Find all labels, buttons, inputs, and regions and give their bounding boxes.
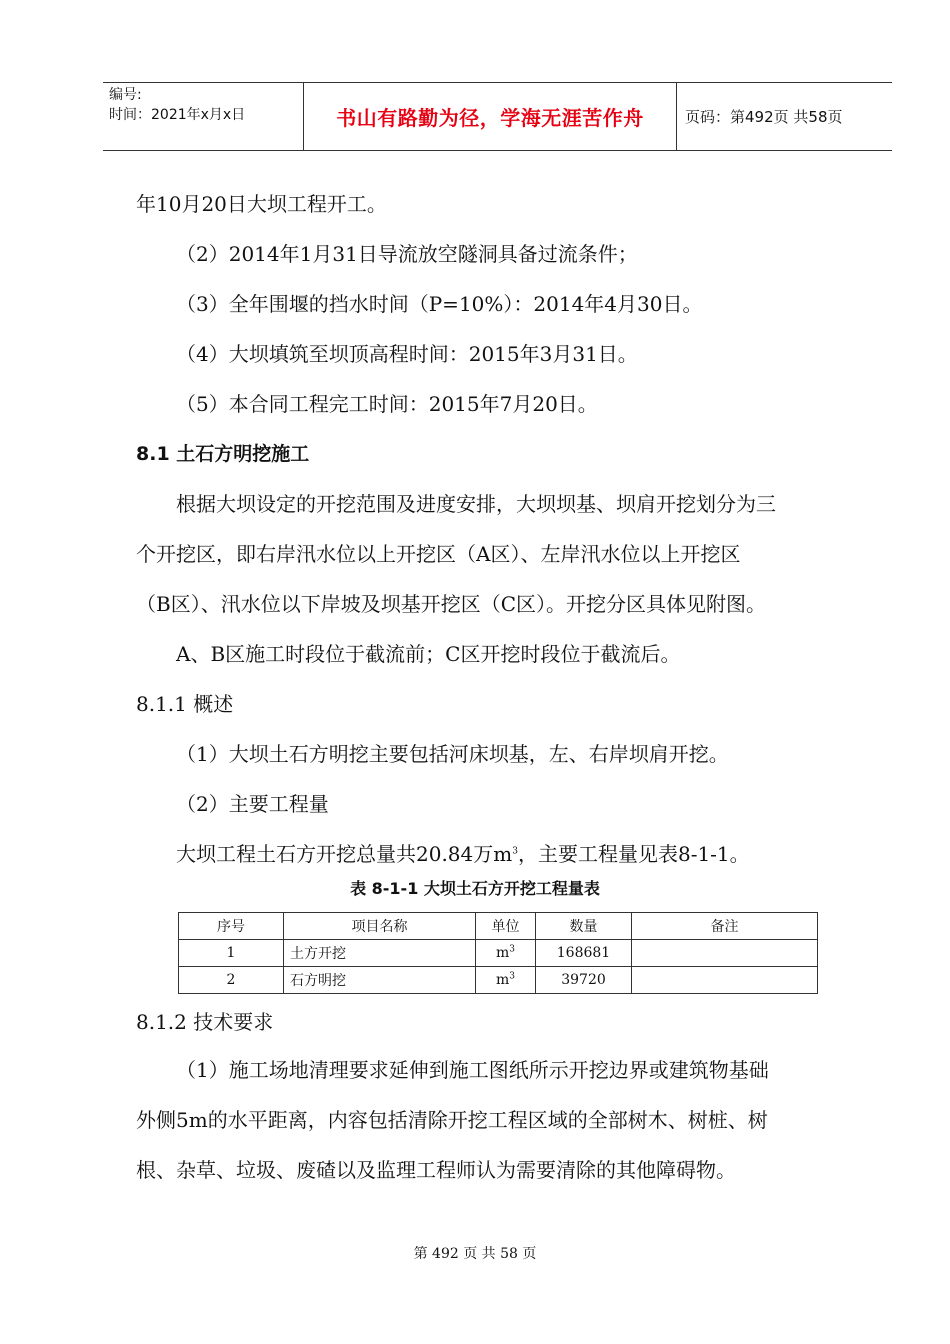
paragraph-line: 根、杂草、垃圾、废碴以及监理工程师认为需要清除的其他障碍物。 [136, 1158, 736, 1182]
table-header-row [179, 913, 818, 940]
total-volume-text-end: ，主要工程量见表8-1-1。 [517, 842, 750, 866]
page-footer: 第 492 页 共 58 页 [413, 1246, 537, 1262]
cell-qty: 168681 [536, 940, 632, 967]
cell-unit [476, 967, 536, 994]
paragraph-line: 外侧5m的水平距离，内容包括清除开挖工程区域的全部树木、树桩、树 [136, 1108, 768, 1132]
section-heading-8-1-1: 8.1.1 概述 [136, 692, 234, 716]
cell-name: 土方开挖 [284, 940, 476, 967]
superscript: 3 [512, 846, 518, 857]
paragraph-line: （3）全年围堰的挡水时间（P=10%）：2014年4月30日。 [176, 292, 703, 316]
paragraph-line: （B区）、汛水位以下岸坡及坝基开挖区（C区）。开挖分区具体见附图。 [136, 592, 766, 616]
header-page-info: 页码：第492页 共58页 [685, 108, 843, 126]
total-volume-text: 大坝工程土石方开挖总量共20.84万m [176, 842, 513, 866]
table-row [179, 967, 818, 994]
cell-note [632, 940, 818, 967]
paragraph-line: A、B区施工时段位于截流前；C区开挖时段位于截流后。 [176, 642, 681, 666]
paragraph-line: （5）本合同工程完工时间：2015年7月20日。 [176, 392, 598, 416]
paragraph-line: （2）主要工程量 [176, 792, 329, 816]
unit-text: m [495, 972, 510, 988]
cell-no: 2 [179, 967, 284, 994]
cell-qty: 39720 [536, 967, 632, 994]
column-header: 单位 [476, 913, 536, 940]
unit-superscript: 3 [509, 944, 515, 955]
unit-superscript: 3 [509, 971, 515, 982]
cell-no: 1 [179, 940, 284, 967]
quantity-table [178, 912, 818, 994]
cell-unit [476, 940, 536, 967]
paragraph-line: （1）大坝土石方明挖主要包括河床坝基，左、右岸坝肩开挖。 [176, 742, 729, 766]
paragraph-line: （1）施工场地清理要求延伸到施工图纸所示开挖边界或建筑物基础 [176, 1058, 769, 1082]
column-header: 数量 [536, 913, 632, 940]
paragraph-line: 根据大坝设定的开挖范围及进度安排，大坝坝基、坝肩开挖划分为三 [176, 492, 776, 516]
document-number-label: 编号: [109, 87, 142, 103]
page-header [103, 82, 892, 151]
cell-name: 石方明挖 [284, 967, 476, 994]
section-heading-8-1: 8.1 土石方明挖施工 [136, 443, 310, 465]
paragraph-line: 个开挖区，即右岸汛水位以上开挖区（A区）、左岸汛水位以上开挖区 [136, 542, 741, 566]
column-header: 项目名称 [284, 913, 476, 940]
column-header: 备注 [632, 913, 818, 940]
header-meta [103, 83, 304, 150]
section-heading-8-1-2: 8.1.2 技术要求 [136, 1010, 274, 1034]
paragraph-line: 年10月20日大坝工程开工。 [136, 192, 387, 216]
paragraph-line: （2）2014年1月31日导流放空隧洞具备过流条件； [176, 242, 638, 266]
paragraph-line: （4）大坝填筑至坝顶高程时间：2015年3月31日。 [176, 342, 638, 366]
header-motto: 书山有路勤为径，学海无涯苦作舟 [304, 83, 677, 150]
document-time-label: 时间：2021年x月x日 [109, 107, 246, 123]
unit-text: m [495, 945, 510, 961]
table-row [179, 940, 818, 967]
column-header: 序号 [179, 913, 284, 940]
table-caption: 表 8-1-1 大坝土石方开挖工程量表 [350, 879, 600, 898]
paragraph-line [176, 840, 750, 868]
cell-note [632, 967, 818, 994]
